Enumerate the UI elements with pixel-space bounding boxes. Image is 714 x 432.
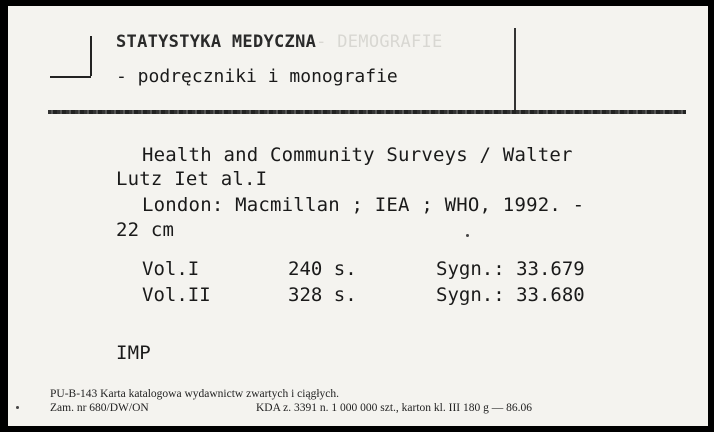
volume-label: Vol.II (142, 284, 211, 306)
catalog-card (8, 6, 708, 426)
subject-heading-faint: - DEMOGRAFIE (316, 32, 443, 52)
footer-line-1: PU-B-143 Karta katalogowa wydawnictw zwartych i ciągłych. (50, 388, 340, 400)
header-rule (48, 110, 686, 114)
bracket-vertical-line (90, 36, 92, 76)
volume-signature: Sygn.: 33.679 (436, 258, 585, 280)
imprint-line-2: 22 cm (116, 219, 175, 241)
volume-label: Vol.I (142, 258, 200, 280)
footer-line-2-right: KDA z. 3391 n. 1 000 000 szt., karton kl. III 180 g — 86.06 (256, 402, 532, 414)
card-mark: IMP (116, 342, 151, 364)
subject-heading (116, 32, 443, 52)
header-divider (514, 28, 516, 110)
subject-subheading: - podręczniki i monografie (116, 66, 398, 87)
imprint-line-1: London: Macmillan ; IEA ; WHO, 1992. - (142, 194, 585, 216)
bracket-horizontal-line (50, 76, 91, 78)
paper-speck (466, 234, 469, 237)
volume-pages: 328 s. (288, 284, 357, 306)
paper-speck (16, 406, 19, 409)
volume-signature: Sygn.: 33.680 (436, 284, 585, 306)
volume-pages: 240 s. (288, 258, 357, 280)
title-line-1: Health and Community Surveys / Walter (142, 144, 573, 166)
footer-line-2-left: Zam. nr 680/DW/ON (50, 402, 149, 414)
title-line-2: Lutz Iet al.I (116, 168, 268, 190)
subject-heading-text: STATYSTYKA MEDYCZNA (116, 32, 317, 52)
